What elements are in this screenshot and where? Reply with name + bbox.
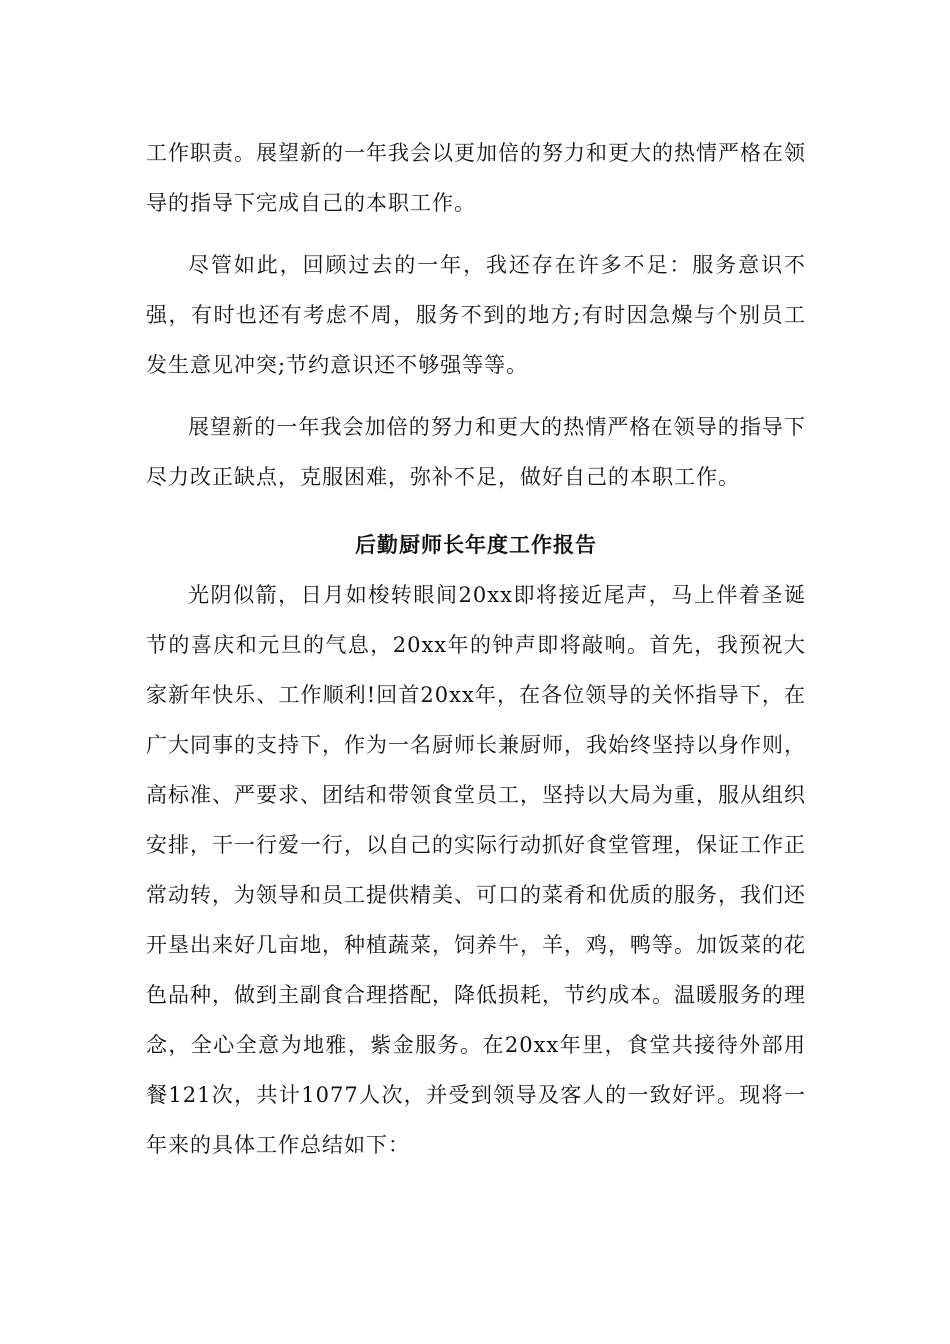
section-title: 后勤厨师长年度工作报告 [355, 533, 597, 557]
paragraph-continuation: 工作职责。展望新的一年我会以更加倍的努力和更大的热情严格在领导的指导下完成自己的本职工作。 [146, 141, 806, 215]
paragraph-outlook: 展望新的一年我会加倍的努力和更大的热情严格在领导的指导下尽力改正缺点，克服困难，弥补不足，做好自己的本职工作。 [146, 415, 806, 489]
document-body [146, 128, 806, 1170]
paragraph-shortcomings: 尽管如此，回顾过去的一年，我还存在许多不足：服务意识不强，有时也还有考虑不周，服务不到的地方;有时因急燥与个别员工发生意见冲突;节约意识还不够强等等。 [146, 253, 806, 377]
paragraph-report-intro: 光阴似箭，日月如梭转眼间20xx即将接近尾声，马上伴着圣诞节的喜庆和元旦的气息，20xx年的钟声即将敲响。首先，我预祝大家新年快乐、工作顺利!回首20xx年，在各位领导的关怀指导下，在广大同事的支持下，作为一名厨师长兼厨师，我始终坚持以身作则，高标准、严要求、团结和带领食堂员工，坚持以大局为重，服从组织安排，干一行爱一行，以自己的实际行动抓好食堂管理，保证工作正常动转，为领导和员工提供精美、可口的菜肴和优质的服务，我们还开垦出来好几亩地，种植蔬菜，饲养牛，羊，鸡，鸭等。加饭菜的花色品种，做到主副食合理搭配，降低损耗，节约成本。温暖服务的理念，全心全意为地雅，紫金服务。在20xx年里，食堂共接待外部用餐121次，共计1077人次，并受到领导及客人的一致好评。现将一年来的具体工作总结如下： [146, 583, 806, 1157]
